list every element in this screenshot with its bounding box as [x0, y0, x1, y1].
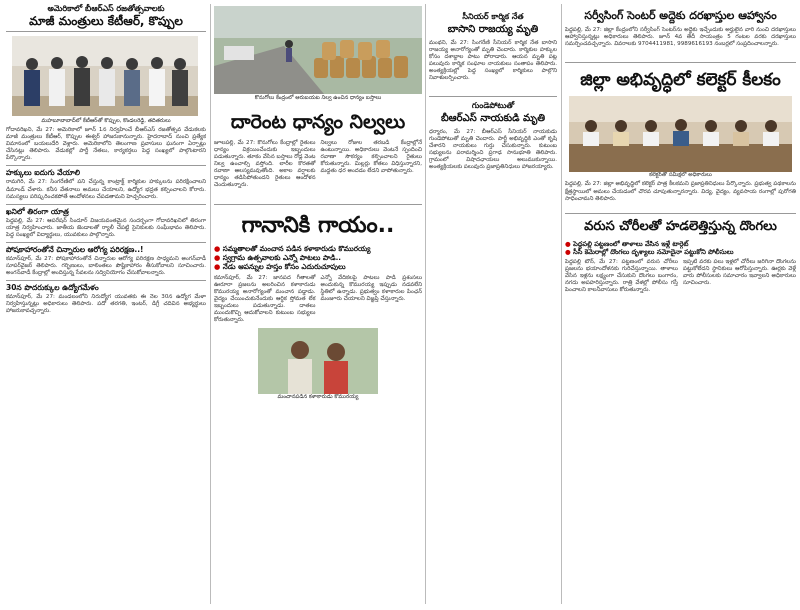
photo-caption: మంచానపడిన కళాకారుడు కొమురయ్య [277, 394, 359, 401]
photo-caption: కలెక్టర్‌తో సమీక్షలో అధికారులు [649, 172, 712, 179]
story-columns [214, 140, 422, 190]
story-text: జూలపల్లి, మే 27: కొనుగోలు కేంద్రాల్లో రైతులు ధాన్యం విక్రయించేందుకు ఇబ్బందులు పడుతున్నారు. తూకం వేసిన బస్తాలు రోడ్ల వెంట నిల్వ ఉంచాల్సి వస్తోంది. లారీల కొరతతో రవాణా ఆలస్యమవుతోంది. అకాల వర్షాలకు ధాన్యం తడిసిపోతుందని రైతులు ఆందోళన చెందుతున్నారు. [214, 139, 316, 189]
story-text: పెద్దపల్లి, మే 27: జిల్లా అభివృద్ధిలో కలెక్టర్ పాత్ర కీలకమని ప్రజాప్రతినిధులు పేర్కొన్నారు. ప్రభుత్వ పథకాలను క్షేత్రస్థాయిలో అమలు చేయడంలో చొరవ చూపుతున్నారన్నారు. విద్య, వైద్యం, వ్యవసాయ రంగాల్లో పురోగతి సాధించామని తెలిపారు. [565, 181, 796, 202]
column-divider [425, 4, 426, 604]
meeting-photo [569, 96, 792, 172]
column-4 [565, 0, 796, 610]
photo-caption: మహబూబాబాద్‌లో కేటీఆర్‌తో కొప్పుల, కొండలరెడ్డి, తదితరులు [41, 117, 171, 124]
news-photo [12, 36, 198, 116]
story-text: కమాన్‌పూర్, మే 27: జానపద గీతాలతో ఊరూరా ప్రజలను అలరించిన కళాకారుడు కొమురయ్య అనారోగ్యంతో మంచాన పడ్డాడు. వైద్యం చేయించుకునేందుకు ఆర్థిక స్తోమత లేక ఇబ్బందులు పడుతున్నాడు. దాతలు ముందుకొచ్చి ఆదుకోవాలని కుటుంబ సభ్యులు కోరుతున్నారు. [214, 274, 316, 324]
story-columns [214, 275, 422, 325]
headline: బాసాని రాజయ్య మృతి [447, 24, 539, 36]
column-2 [214, 0, 422, 610]
story-text: పెద్దపల్లి టౌన్, మే 27: పట్టణంలో వరుస చోరీలు ప్రజలను భయాందోళనకు గురిచేస్తున్నాయి. తాళాలు వేసిన ఇళ్లను లక్ష్యంగా చేసుకుని దొంగలు బంగారం, నగదు అపహరిస్తున్నారు. రాత్రి వేళల్లో పోలీసు గస్తీ పెంచాలని కాలనీవాసులు కోరుతున్నారు. [565, 258, 678, 294]
photo-caption: కొనుగోలు కేంద్రంలో ఆరుబయట నిల్వ ఉంచిన ధాన్యం బస్తాలు [254, 95, 382, 101]
story-columns [565, 259, 796, 294]
news-photo [258, 328, 378, 394]
subheading: హక్కులు ఐదుగు వేయాలి [6, 165, 206, 179]
kicker: అమెరికాలో బీఆర్ఎస్ రజతోత్సవాలకు [47, 4, 165, 13]
headline: మాజీ మంత్రులు కేటీఆర్, కొప్పుల [6, 15, 206, 32]
subheading: ఖనిలో తిరంగా యాత్ర [6, 204, 206, 218]
news-photo [569, 96, 792, 172]
grain-sacks-photo [214, 6, 422, 94]
bullet-item: ● సీసీ కెమెరాల్లో దొంగలు దృశ్యాలు నమోదైనా పట్టుకోని పోలీసులు [565, 248, 796, 256]
subheading: 30న పొదరుక్కుల ఉద్యోగమేళం [6, 280, 206, 294]
bullet-list [565, 240, 796, 256]
story-text: కమాన్‌పూర్, మే 27: పోషకాహారంతోనే చిన్నారుల ఆరోగ్య పరిరక్షణ సాధ్యమని అంగన్‌వాడీ సూపర్‌వైజర్ తెలిపారు. గర్భిణులు, బాలింతలు పౌష్టికాహారం తీసుకోవాలని సూచించారు. అంగన్‌వాడీ కేంద్రాల్లో అందిస్తున్న సేవలను సద్వినియోగం చేసుకోవాలన్నారు. [6, 256, 206, 277]
kicker: సీనియర్ కార్మిక నేత [462, 12, 524, 21]
story-text: ఎన్నో వేదికలపై పాటలు పాడి ప్రశంసలు అందుకున్న కొమురయ్య ఇప్పుడు నడవలేని స్థితిలో ఉన్నాడు. ప్రభుత్వం కళాకారుల పింఛన్ మంజూరు చేయాలని విజ్ఞప్తి చేస్తున్నారు. [320, 274, 422, 303]
story-text: నిల్వలు రోజుల తరబడి కేంద్రాల్లోనే ఉంటున్నాయి. అధికారులు వెంటనే స్పందించి రవాణా సౌకర్యం కల్పించాలని రైతులు కోరుతున్నారు. మిల్లర్లు కోతలు విధిస్తున్నారని, మద్దతు ధర అందడం లేదని వాపోతున్నారు. [320, 139, 422, 175]
story-text: పెద్దపల్లి, మే 27: జిల్లా కేంద్రంలోని సర్వీసింగ్ సెంటర్‌ను అద్దెకు ఇచ్చేందుకు అర్హులైన వారి నుంచి దరఖాస్తులు ఆహ్వానిస్తున్నట్లు అధికారులు తెలిపారు. జూన్ 4వ తేదీ సాయంత్రం 5 గంటల వరకు దరఖాస్తులు సమర్పించవచ్చన్నారు. వివరాలకు 9704411981, 9989616193 నంబర్లలో సంప్రదించాలన్నారు. [565, 26, 796, 47]
column-1 [6, 0, 206, 610]
story-text: పెద్దపల్లి, మే 27: ఆపరేషన్ సిందూర్ విజయవంతమైన సందర్భంగా గోదావరిఖనిలో తిరంగా యాత్ర నిర్వహించారు. జాతీయ జెండాలతో ర్యాలీ చేపట్టి సైనికులకు సంఘీభావం తెలిపారు. పెద్ద సంఖ్యలో విద్యార్థులు, యువకులు పాల్గొన్నారు. [6, 217, 206, 238]
story-text: రామగిరి, మే 27: సింగరేణిలో పని చేస్తున్న కాంట్రాక్ట్ కార్మికుల హక్కులను పరిరక్షించాలని డిమాండ్ చేశారు. కనీస వేతనాలు అమలు చేయాలని, ఉద్యోగ భద్రత కల్పించాలని కోరారు. సమస్యలు పరిష్కరించకపోతే ఆందోళనలు చేపడతామని హెచ్చరించారు. [6, 179, 206, 200]
headline: దారెంట ధాన్యం నిల్వలు [230, 111, 406, 133]
story-text: మంథని, మే 27: సింగరేణి సీనియర్ కార్మిక నేత బాసాని రాజయ్య అనారోగ్యంతో మృతి చెందారు. కార్మికుల హక్కుల కోసం దశాబ్దాల పాటు పోరాడారు. ఆయన మృతి పట్ల పలువురు కార్మిక సంఘాల నాయకులు సంతాపం తెలిపారు. అంత్యక్రియల్లో పెద్ద సంఖ్యలో కార్మికులు పాల్గొని నివాళులర్పించారు. [429, 39, 557, 82]
bullet-item: ● స్వగ్రామ ఉత్సవాలకు ఎన్నో పాటలు పాడి.. [214, 253, 422, 262]
headline: సర్వీసింగ్ సెంటర్ అద్దెకు దరఖాస్తుల ఆహ్వానం [584, 9, 777, 22]
subheading: పోషకాహారంతోనే చిన్నారుల ఆరోగ్య పరిరక్షణ..! [6, 242, 206, 256]
kicker: గుండెపోటుతో [429, 96, 557, 110]
headline: బీఆర్ఎస్ నాయకుడి మృతి [440, 113, 546, 125]
story-text: ఇప్పటి వరకు పలు ఇళ్లలో చోరీలు జరిగినా దొంగలను పట్టుకోలేదని స్థానికులు ఆరోపిస్తున్నారు. ఊర్లకు వెళ్లే వారు పోలీసులకు సమాచారం ఇవ్వాలని అధికారులు సూచించారు. [683, 258, 796, 286]
headline: జిల్లా అభివృద్ధిలో కలెక్టర్ కీలకం [565, 62, 796, 91]
headline: గానానికి గాయం.. [214, 204, 422, 238]
bullet-list [214, 244, 422, 271]
column-3 [429, 0, 557, 610]
bullet-item: ● సమ్మతాలతో మంచాన పడిన కళాకారుడు కొమురయ్య [214, 244, 422, 253]
column-divider [561, 4, 562, 604]
bullet-item: ● నేడు ఆపన్నుల హస్తం కోసం ఎదురుచూపులు [214, 262, 422, 271]
news-photo [214, 6, 422, 94]
story-text: ధర్మారం, మే 27: బీఆర్ఎస్ సీనియర్ నాయకుడు గుండెపోటుతో మృతి చెందారు. పార్టీ అభివృద్ధికి ఎంతో కృషి చేశారని నాయకులు గుర్తు చేసుకున్నారు. కుటుంబ సభ్యులను పరామర్శించి ప్రగాఢ సానుభూతి తెలిపారు. గ్రామంలో విషాదఛాయలు అలుముకున్నాయి. అంత్యక్రియలకు పలువురు ప్రజాప్రతినిధులు హాజరయ్యారు. [429, 128, 557, 171]
group-photo [12, 36, 198, 116]
column-divider [210, 4, 211, 604]
artist-photo [258, 328, 378, 394]
story-text: గోదావరిఖని, మే 27: అమెరికాలో జూన్ 1న నిర్వహించే బీఆర్ఎస్ రజతోత్సవ వేడుకలకు మాజీ మంత్రులు కేటీఆర్, కొప్పుల ఈశ్వర్ హాజరుకానున్నారు. హైదరాబాద్ నుంచి ప్రత్యేక విమానంలో బయలుదేరి వెళ్లారు. అమెరికాలోని తెలంగాణ ప్రవాసులు ఘనంగా ఏర్పాట్లు చేసినట్లు తెలిపారు. వేడుకల్లో పార్టీ నేతలు, కార్యకర్తలు పెద్ద సంఖ్యలో పాల్గొంటారని పేర్కొన్నారు. [6, 126, 206, 162]
story-text: కమాన్‌పూర్, మే 27: మండలంలోని నిరుద్యోగ యువతకు ఈ నెల 30న ఉద్యోగ మేళా నిర్వహిస్తున్నట్లు అధికారులు తెలిపారు. పదో తరగతి, ఇంటర్, డిగ్రీ చదివిన అభ్యర్థులు హాజరుకావచ్చన్నారు. [6, 294, 206, 315]
headline: వరుస చోరీలతో హడలెత్తిస్తున్న దొంగలు [565, 213, 796, 235]
bullet-item: ● పెద్దపల్లి పట్టణంలో తాళాలు వేసిన ఇళ్లే టార్గెట్ [565, 240, 796, 248]
